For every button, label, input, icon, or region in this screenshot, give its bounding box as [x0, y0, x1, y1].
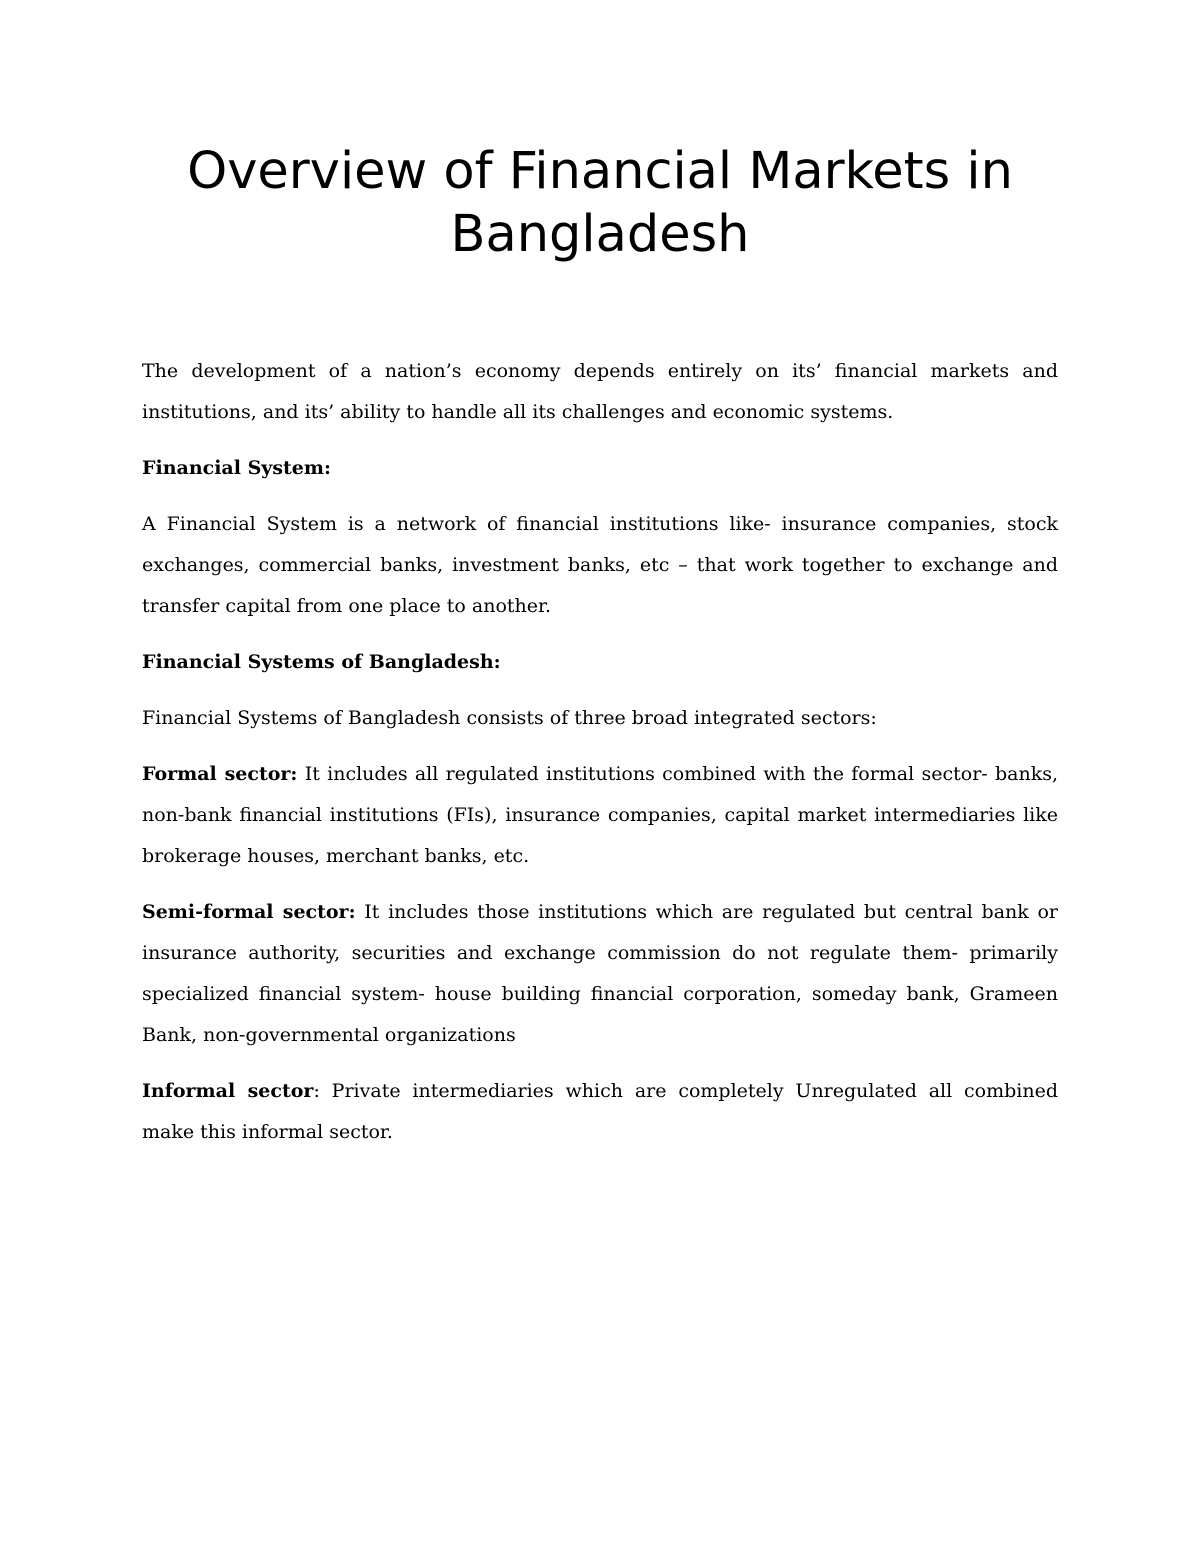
semi-formal-sector-paragraph — [142, 892, 1058, 1056]
financial-system-paragraph: A Financial System is a network of financial institutions like- insurance companies, stock exchanges, commercial banks, investment banks, etc – that work together to exchange and transfer capital from one place to another. — [142, 513, 1058, 617]
document-title: Overview of Financial Markets in Bangladesh — [187, 142, 1013, 264]
formal-sector-text: It includes all regulated institutions combined with the formal sector- banks, non-bank financial institutions (FIs), insurance companies, capital market intermediaries like brokerage houses, merchant banks, etc. — [142, 763, 1058, 867]
bangladesh-systems-paragraph: Financial Systems of Bangladesh consists of three broad integrated sectors: — [142, 707, 877, 729]
financial-system-heading: Financial System: — [142, 457, 332, 479]
semi-formal-sector-text: It includes those institutions which are regulated but central bank or insurance authority, securities and exchange commission do not regulate them- primarily specialized financial system- house building financial corporation, someday bank, Grameen Bank, non-governmental organizations — [142, 901, 1058, 1046]
informal-sector-text: : Private intermediaries which are completely Unregulated all combined make this informal sector. — [142, 1080, 1059, 1143]
semi-formal-sector-label: Semi-formal sector: — [142, 901, 356, 923]
intro-paragraph: The development of a nation’s economy depends entirely on its’ financial markets and institutions, and its’ ability to handle all its challenges and economic systems. — [142, 360, 1058, 423]
document-body — [142, 351, 1058, 1168]
bangladesh-systems-heading: Financial Systems of Bangladesh: — [142, 651, 501, 673]
formal-sector-paragraph — [142, 754, 1058, 877]
formal-sector-label: Formal sector: — [142, 763, 298, 785]
informal-sector-label: Informal sector — [142, 1080, 314, 1102]
informal-sector-paragraph — [142, 1071, 1058, 1153]
